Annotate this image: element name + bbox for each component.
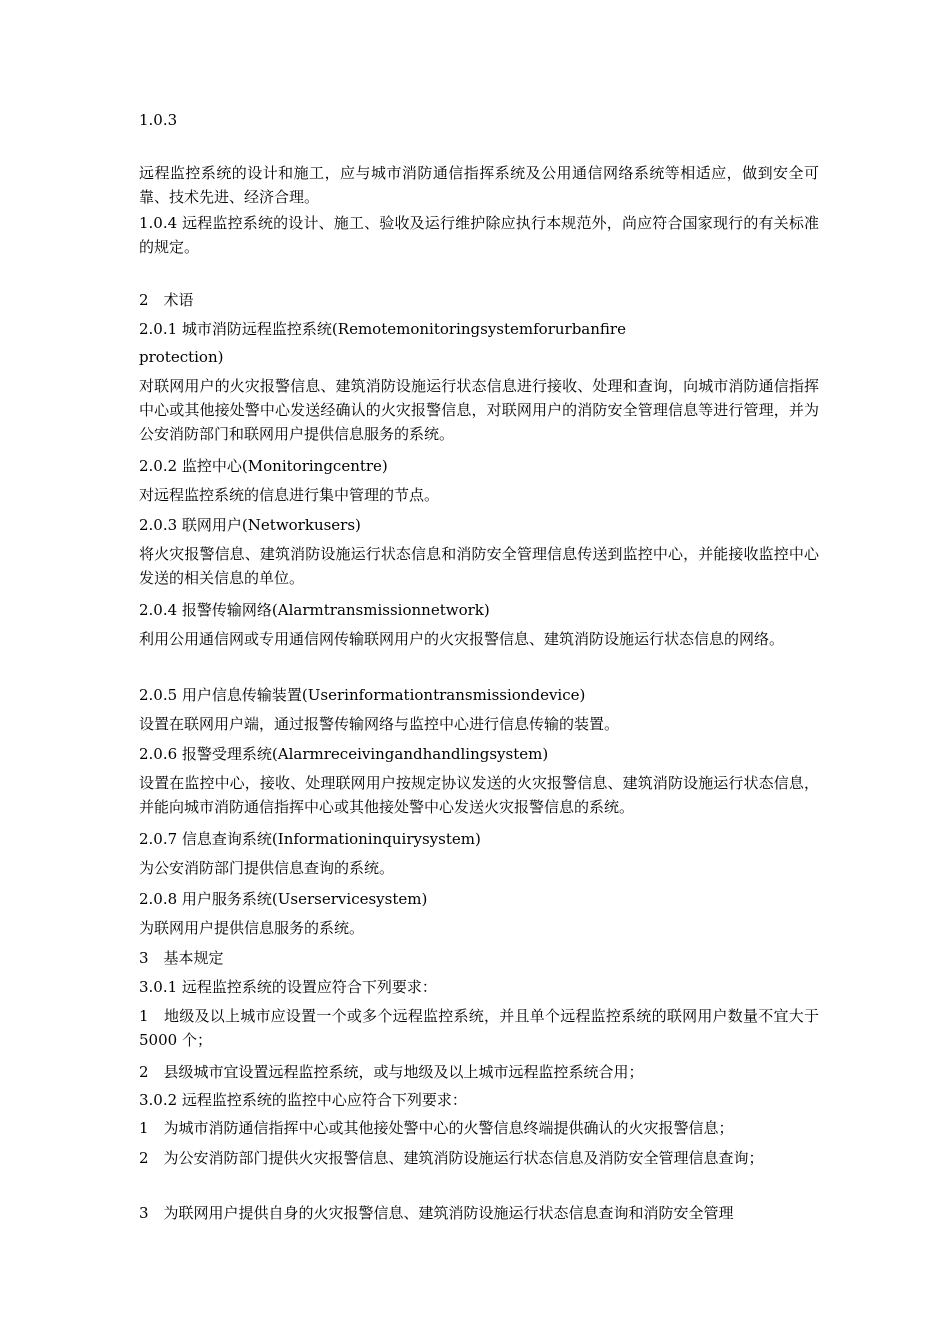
section-number: 1.0.3 <box>139 111 178 129</box>
list-item: 1 地级及以上城市应设置一个或多个远程监控系统，并且单个远程监控系统的联网用户数量不宜大于 5000 个； <box>139 1007 819 1049</box>
clause-heading: 3.0.1 远程监控系统的设置应符合下列要求： <box>139 978 437 996</box>
term-definition: 设置在联网用户端，通过报警传输网络与监控中心进行信息传输的装置。 <box>139 715 620 733</box>
body-paragraph: 远程监控系统的设计和施工，应与城市消防通信指挥系统及公用通信网络系统等相适应，做到安全可靠、技术先进、经济合理。 <box>139 164 819 206</box>
list-item: 1 为城市消防通信指挥中心或其他接处警中心的火警信息终端提供确认的火灾报警信息； <box>139 1119 734 1137</box>
list-item: 3 为联网用户提供自身的火灾报警信息、建筑消防设施运行状态信息查询和消防安全管理 <box>139 1204 734 1222</box>
clause-heading: 3.0.2 远程监控系统的监控中心应符合下列要求： <box>139 1091 467 1109</box>
term-definition: 对远程监控系统的信息进行集中管理的节点。 <box>139 486 440 504</box>
term-definition: 利用公用通信网或专用通信网传输联网用户的火灾报警信息、建筑消防设施运行状态信息的网络。 <box>139 630 785 648</box>
term-definition: 将火灾报警信息、建筑消防设施运行状态信息和消防安全管理信息传送到监控中心，并能接收监控中心发送的相关信息的单位。 <box>139 545 819 587</box>
term-definition: 对联网用户的火灾报警信息、建筑消防设施运行状态信息进行接收、处理和查询，向城市消防通信指挥中心或其他接处警中心发送经确认的火灾报警信息，对联网用户的消防安全管理信息等进行管理，并为公安消防部门和联网用户提供信息服务的系统。 <box>139 377 819 443</box>
list-item: 2 为公安消防部门提供火灾报警信息、建筑消防设施运行状态信息及消防安全管理信息查询； <box>139 1149 764 1167</box>
term-heading: 2.0.3 联网用户(Networkusers) <box>139 516 361 534</box>
term-heading: 2.0.5 用户信息传输装置(Userinformationtransmissiondevice) <box>139 686 586 704</box>
term-definition: 为联网用户提供信息服务的系统。 <box>139 919 365 937</box>
term-heading: 2.0.2 监控中心(Monitoringcentre) <box>139 457 388 475</box>
term-definition: 为公安消防部门提供信息查询的系统。 <box>139 859 395 877</box>
term-heading: 2.0.1 城市消防远程监控系统(Remotemonitoringsystemforurbanfire <box>139 320 626 338</box>
term-heading-continued: protection) <box>139 348 224 366</box>
term-heading: 2.0.6 报警受理系统(Alarmreceivingandhandlingsystem) <box>139 745 549 763</box>
term-heading: 2.0.8 用户服务系统(Userservicesystem) <box>139 890 428 908</box>
term-heading: 2.0.7 信息查询系统(Informationinquirysystem) <box>139 830 481 848</box>
chapter-heading: 2 术语 <box>139 291 194 309</box>
clause-paragraph: 1.0.4 远程监控系统的设计、施工、验收及运行维护除应执行本规范外，尚应符合国家现行的有关标准的规定。 <box>139 214 819 256</box>
term-heading: 2.0.4 报警传输网络(Alarmtransmissionnetwork) <box>139 601 490 619</box>
chapter-heading: 3 基本规定 <box>139 949 224 967</box>
term-definition: 设置在监控中心，接收、处理联网用户按规定协议发送的火灾报警信息、建筑消防设施运行状态信息，并能向城市消防通信指挥中心或其他接处警中心发送火灾报警信息的系统。 <box>139 774 819 816</box>
list-item: 2 县级城市宜设置远程监控系统，或与地级及以上城市远程监控系统合用； <box>139 1063 644 1081</box>
